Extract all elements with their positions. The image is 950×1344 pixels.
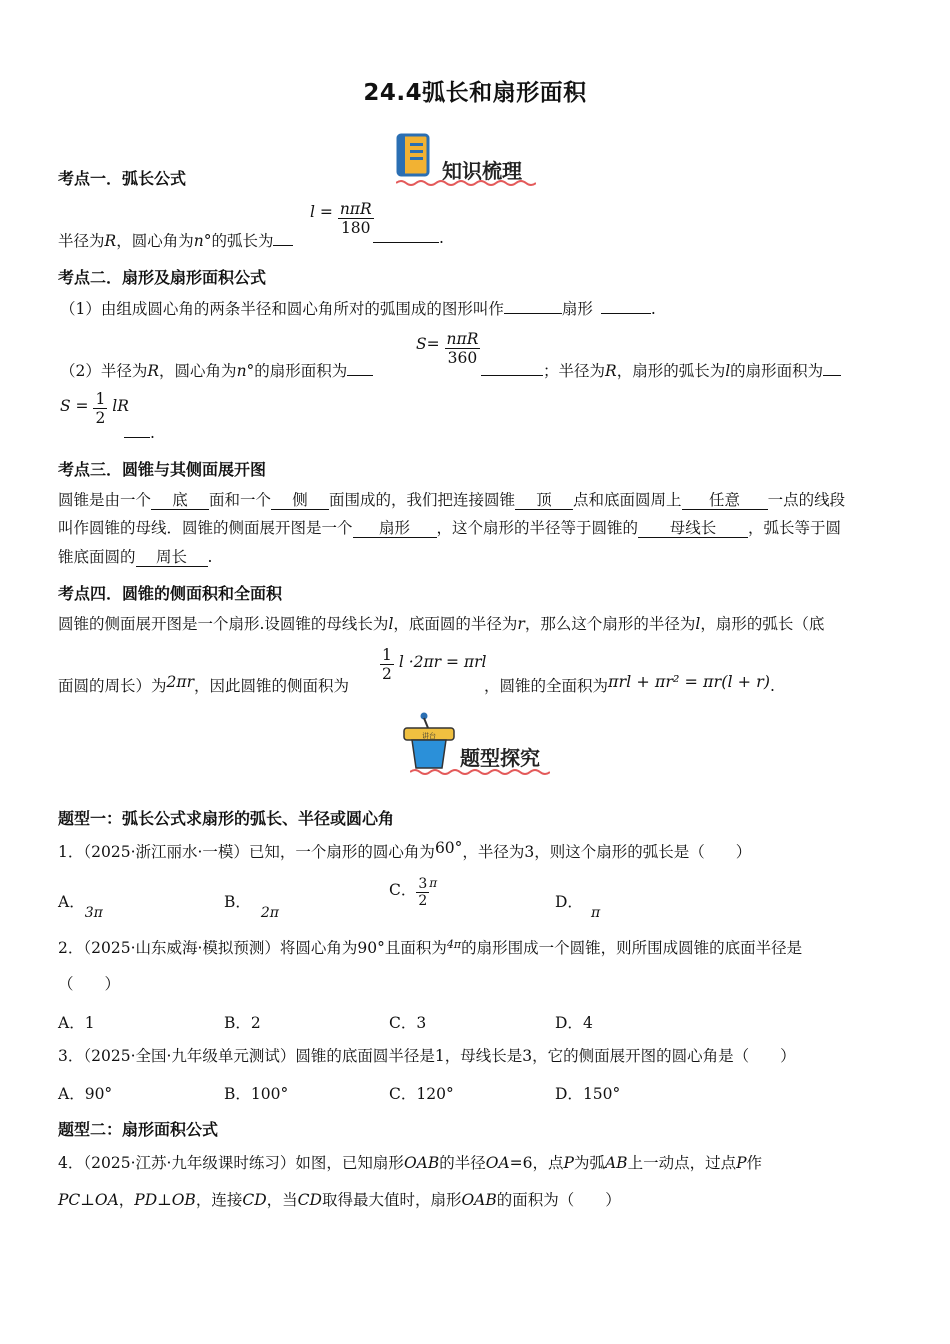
q3-option-b[interactable]: B．100° — [224, 1085, 289, 1103]
wave-underline — [396, 179, 536, 187]
question-3: 3．（2025·全国·九年级单元测试）圆锥的底面圆半径是1，母线长是3，它的侧面展开图的圆心角是（ ） — [58, 1047, 796, 1065]
question-1: 1．（2025·浙江丽水·一模）已知，一个扇形的圆心角为60°，半径为3，则这个扇形的弧长是（ ） — [58, 839, 752, 861]
q1-option-b[interactable]: B．2π — [224, 893, 279, 921]
q3-option-a[interactable]: A．90° — [58, 1085, 113, 1103]
q1-option-d[interactable]: D．π — [555, 893, 601, 921]
explore-badge — [400, 712, 550, 774]
section-heading-k4: 考点四．圆锥的侧面积和全面积 — [58, 584, 283, 603]
k1-line: 半径为R，圆心角为n°的弧长为 — [58, 205, 293, 227]
section-heading-t2: 题型二：扇形面积公式 — [58, 1120, 219, 1139]
section-heading-k3: 考点三．圆锥与其侧面展开图 — [58, 460, 267, 479]
knowledge-badge — [396, 133, 538, 185]
q2-option-a[interactable]: A．1 — [58, 1014, 95, 1032]
k2-line3-end: . — [124, 424, 155, 442]
k2-line2a: （2）半径为R，圆心角为n°的扇形面积为 — [60, 360, 373, 382]
q3-option-d[interactable]: D．150° — [555, 1085, 621, 1103]
k2-line1: （1）由组成圆心角的两条半径和圆心角所对的弧围成的图形叫作 扇形 . — [60, 300, 656, 318]
q2-option-b[interactable]: B．2 — [224, 1014, 261, 1032]
q3-option-c[interactable]: C．120° — [389, 1085, 454, 1103]
q2-option-d[interactable]: D．4 — [555, 1014, 593, 1032]
k3-line1: 圆锥是由一个 底 面和一个 侧 面围成的，我们把连接圆锥 顶 点和底面圆周上 任意 一点的线段 — [58, 491, 846, 509]
explore-badge-label: 题型探究 — [460, 746, 540, 770]
lectern-label: 讲台 — [422, 732, 436, 740]
page-title: 24.4弧长和扇形面积 — [363, 80, 587, 106]
q1-option-a[interactable]: A．3π — [58, 893, 103, 921]
k3-line3: 锥底面圆的 周长 . — [58, 548, 213, 566]
lectern-icon — [400, 712, 458, 772]
k4-line2b: ，圆锥的全面积为πrl + πr² = πr(l + r). — [484, 672, 775, 695]
k1-blank-end: . — [373, 229, 444, 247]
question-2: 2．（2025·山东威海·模拟预测）将圆心角为90°且面积为$^{4\pi}$的扇形围成一个圆锥，则所围成圆锥的底面半径是 — [58, 938, 803, 957]
q2-option-c[interactable]: C．3 — [389, 1014, 427, 1032]
k4-line1: 圆锥的侧面展开图是一个扇形.设圆锥的母线长为l，底面圆的半径为r，那么这个扇形的半径为l，扇形的弧长（底 — [58, 615, 825, 633]
knowledge-badge-label: 知识梳理 — [442, 159, 522, 183]
section-heading-k1: 考点一．弧长公式 — [58, 169, 187, 188]
k4-line2a: 面圆的周长）为2πr，因此圆锥的侧面积为 — [58, 673, 349, 695]
sector-area-formula-arc: S = $\frac{1}{2}$ lR — [60, 390, 129, 427]
arc-length-formula: l = $\frac{\text{nπR}}{180}$ — [310, 200, 372, 237]
lateral-area-formula: $\frac{1}{2}$ l ·2πr = πrl — [382, 646, 487, 683]
k2-line2b: ；半径为R，扇形的弧长为l的扇形面积为 — [481, 360, 841, 382]
q1-option-c[interactable]: C． $\frac{3}{2}$ $^\pi$ — [389, 875, 438, 909]
question-2-paren: （ ） — [58, 975, 121, 993]
section-heading-k2: 考点二．扇形及扇形面积公式 — [58, 268, 267, 287]
question-4-line1: 4．（2025·江苏·九年级课时练习）如图，已知扇形OAB的半径OA=6，点P为弧AB上一动点，过点P作 — [58, 1154, 763, 1172]
question-4-line2: PC⊥OA，PD⊥OB，连接CD，当CD取得最大值时，扇形OAB的面积为（ ） — [58, 1191, 621, 1209]
section-heading-t1: 题型一：弧长公式求扇形的弧长、半径或圆心角 — [58, 809, 395, 828]
wave-underline-2 — [410, 768, 550, 776]
sector-area-formula: S= $\frac{\text{nπR}}{360}$ — [416, 330, 479, 367]
k3-line2: 叫作圆锥的母线．圆锥的侧面展开图是一个 扇形 ，这个扇形的半径等于圆锥的 母线长 ，弧长等于圆 — [58, 519, 842, 537]
book-icon — [396, 133, 436, 183]
